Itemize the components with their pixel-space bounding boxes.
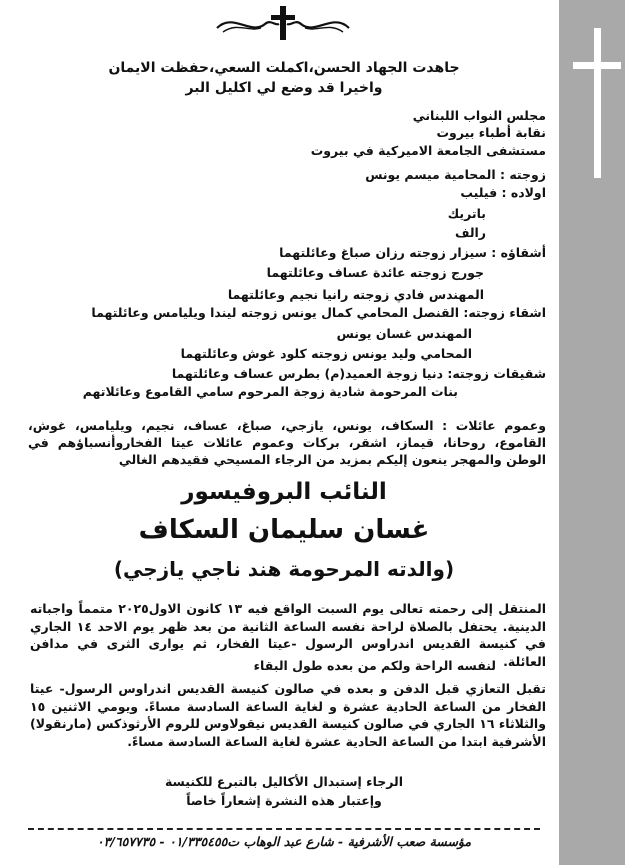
condolences-paragraph: تقبل التعازي قبل الدفن و بعده في صالون كنيسة القديس اندراوس الرسول- عيتا الفخار من الساعة الحادية عشرة و لغاية الساعة السادسة مساءً. ويومي الاثنين ١٥ والثلاثاء ١٦ الجاري في صالون كنيسة القديس نيقولاوس للروم الأرثوذكس (مارنقولا) الأشرفية ابتدا من الساعة الحادية عشرة لغاية الساعة السادسة مساءً.: [30, 681, 546, 749]
wife-sisters-line: شقيقات زوجته: دنيا زوجة العميد(م) بطرس عساف وعائلتهما: [171, 366, 546, 381]
wife-line: زوجته : المحامية ميسم يونس: [365, 167, 546, 182]
affiliation-auh: مستشفى الجامعة الاميركية في بيروت: [310, 143, 546, 158]
footer-address: مؤسسة صعب الأشرفية - شارع عبد الوهاب ت٠١/٣٣٥٤٥٥ - ٠٣/٦٥٧٧٣٥: [96, 834, 472, 849]
affiliation-doctors-syndicate: نقابة أطباء بيروت: [436, 125, 546, 140]
wife-brother-walid: المحامي وليد يونس زوجته كلود غوش وعائلتهما: [180, 346, 472, 361]
deceased-title: النائب البروفيسور: [181, 479, 387, 505]
children-line: اولاده : فيليب: [460, 185, 546, 200]
deceased-mother: (والدته المرحومة هند ناجي يازجي): [113, 557, 455, 581]
deceased-name: غسان سليمان السكاف: [138, 515, 430, 545]
footer-divider: [28, 828, 540, 830]
affiliation-parliament: مجلس النواب اللبناني: [412, 108, 546, 123]
child-patrick: باتريك: [447, 206, 486, 221]
announcement-end: لنفسه الراحة ولكم من بعده طول البقاء: [253, 658, 496, 673]
obituary-content: [18, 0, 550, 865]
sibling-george: جورج زوجته عائدة عساف وعائلتهما: [266, 265, 484, 280]
cross-ornament-icon: [203, 6, 363, 40]
side-band: [559, 0, 625, 865]
child-ralph: رالف: [454, 225, 486, 240]
epitaph-line-2: واخيرا قد وضع لي اكليل البر: [185, 80, 383, 96]
announcement-paragraph: المنتقل إلى رحمته تعالى يوم السبت الواقع فيه ١٣ كانون الاول٢٠٢٥ متمماً واجباته الدينية. يحتفل بالصلاة لراحة نفسه الساعة الثانية من بعد ظهر يوم الاحد ١٤ الجاري في كنيسة القديس اندراوس الرسول -عيتا الفخار، ثم يوارى الثرى في مدافن العائلة.: [30, 601, 547, 669]
wife-brother-ghassan: المهندس غسان يونس: [336, 326, 472, 341]
closing-line-1: الرجاء إستبدال الأكاليل بالتبرع للكنيسة: [164, 774, 404, 789]
wife-brothers-line: اشقاء زوجته: القنصل المحامي كمال يونس زوجته ليندا ويليامس وعائلتهما: [91, 305, 546, 320]
side-cross-bar: [573, 62, 621, 69]
relatives-paragraph: وعموم عائلات : السكاف، يونس، يازجي، صباغ، عساف، نجيم، ويليامس، غوش، القاموع، روحانا، قيماز، اشقر، بركات وعموم عائلات عيتا الفخاروأنسباؤهم في الوطن والمهجر ينعون إليكم بمزيد من الرجاء المسيحي فقيدهم الغالي: [28, 418, 546, 467]
sibling-fadi: المهندس فادي زوجته رانيا نجيم وعائلتهما: [227, 287, 484, 302]
side-cross-icon: [594, 28, 601, 178]
closing-line-2: وإعتبار هذه النشرة إشعاراً خاصاً: [186, 793, 382, 808]
wife-sisters-more: بنات المرحومة شادية زوجة المرحوم سامي القاموع وعائلاتهم: [82, 384, 458, 399]
epitaph-line-1: جاهدت الجهاد الحسن،اكملت السعي،حفظت الايمان: [108, 60, 460, 76]
siblings-line: أشقاؤه : سيزار زوجته رزان صباغ وعائلتهما: [279, 245, 546, 260]
